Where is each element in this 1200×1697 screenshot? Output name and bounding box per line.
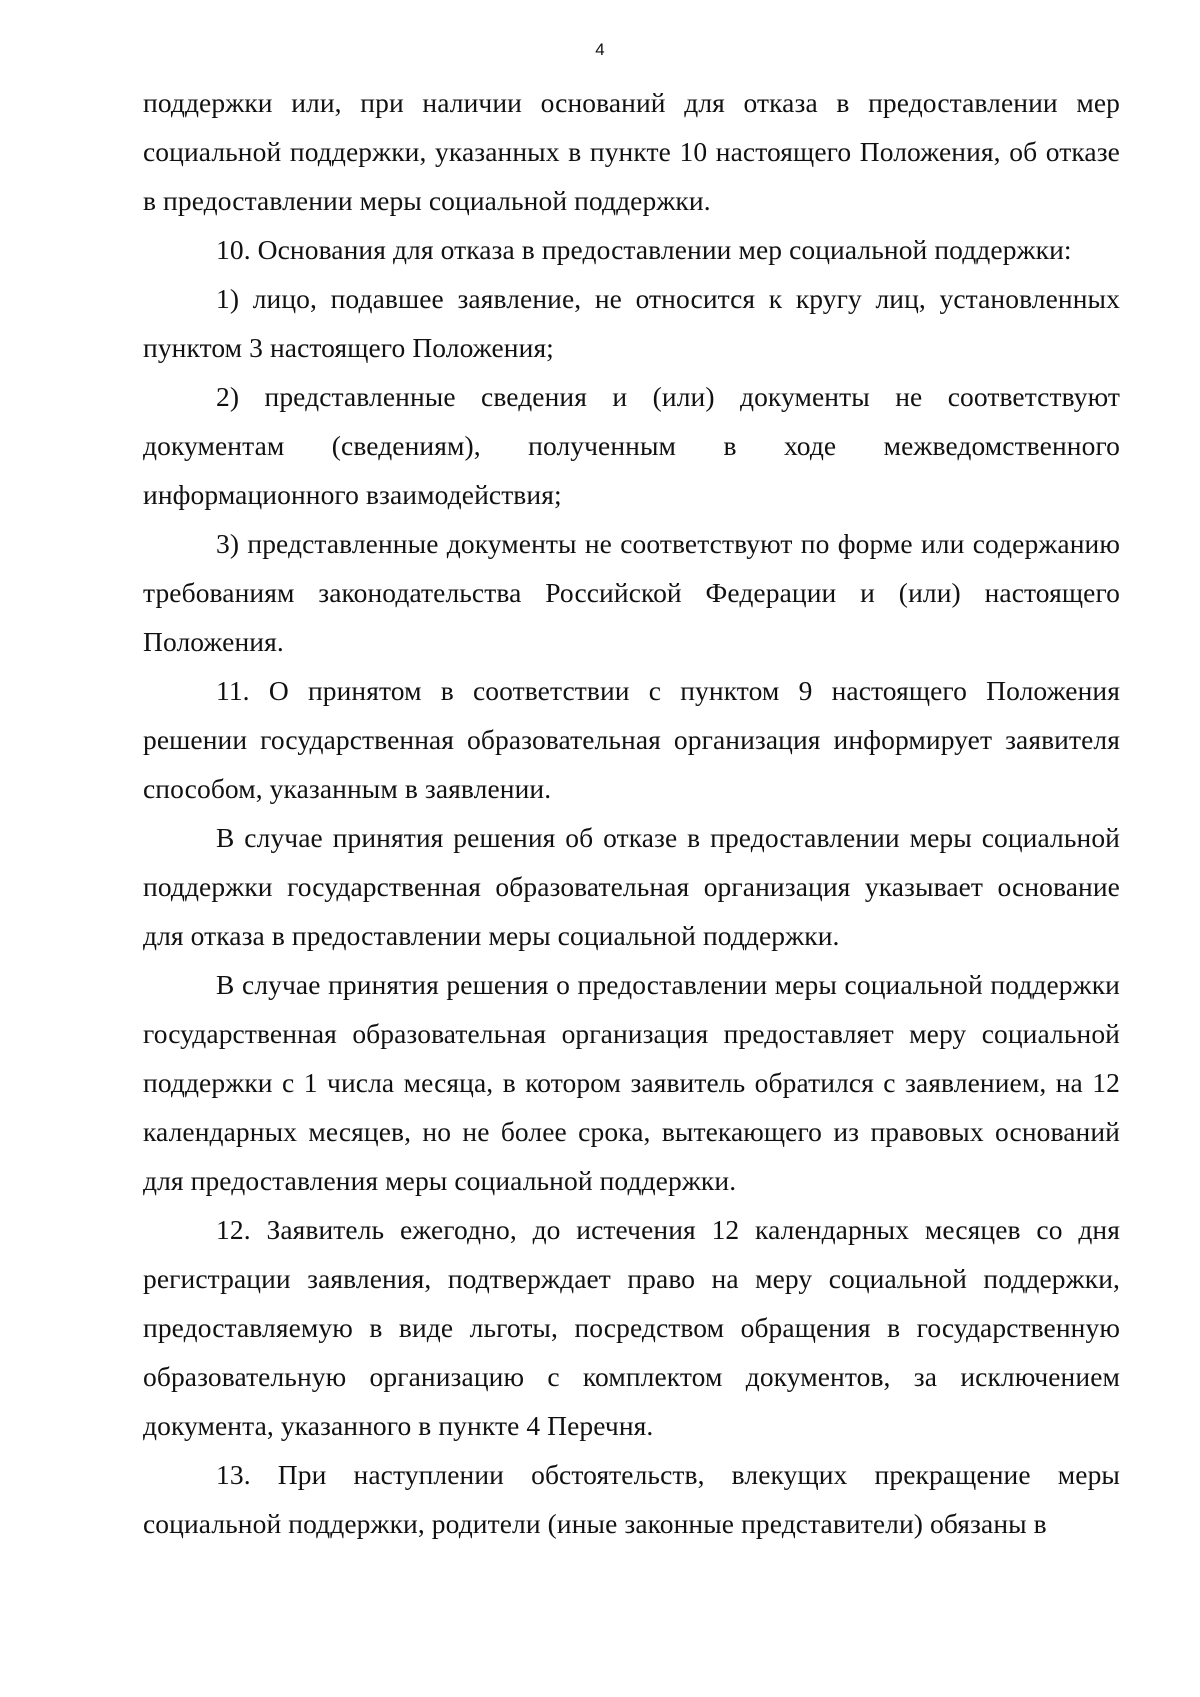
document-body [143, 78, 1120, 1548]
paragraph-clause-13: 13. При наступлении обстоятельств, влекущих прекращение меры социальной поддержки, родители (иные законные представители) обязаны в [143, 1459, 1120, 1539]
paragraph-clause-11-grant: В случае принятия решения о предоставлении меры социальной поддержки государственная образовательная организация предоставляет меру социальной поддержки с 1 числа месяца, в котором заявитель обратился с заявлением, на 12 календарных месяцев, но не более срока, вытекающего из правовых оснований для предоставления меры социальной поддержки. [143, 969, 1120, 1196]
paragraph-continuation: поддержки или, при наличии оснований для отказа в предоставлении мер социальной поддержки, указанных в пункте 10 настоящего Положения, об отказе в предоставлении меры социальной поддержки. [143, 87, 1120, 216]
paragraph-clause-10-item-3: 3) представленные документы не соответствуют по форме или содержанию требованиям законодательства Российской Федерации и (или) настоящего Положения. [143, 528, 1120, 657]
paragraph-clause-10: 10. Основания для отказа в предоставлении мер социальной поддержки: [216, 234, 1072, 265]
paragraph-clause-11: 11. О принятом в соответствии с пунктом 9 настоящего Положения решении государственная образовательная организация информирует заявителя способом, указанным в заявлении. [143, 675, 1120, 804]
page-number: 4 [595, 40, 605, 59]
paragraph-clause-11-refusal: В случае принятия решения об отказе в предоставлении меры социальной поддержки государственная образовательная организация указывает основание для отказа в предоставлении меры социальной поддержки. [143, 822, 1120, 951]
paragraph-clause-10-item-2: 2) представленные сведения и (или) документы не соответствуют документам (сведениям), полученным в ходе межведомственного информационного взаимодействия; [143, 381, 1120, 510]
paragraph-clause-10-item-1: 1) лицо, подавшее заявление, не относится к кругу лиц, установленных пунктом 3 настоящего Положения; [143, 283, 1120, 363]
paragraph-clause-12: 12. Заявитель ежегодно, до истечения 12 календарных месяцев со дня регистрации заявления, подтверждает право на меру социальной поддержки, предоставляемую в виде льготы, посредством обращения в государственную образовательную организацию с комплектом документов, за исключением документа, указанного в пункте 4 Перечня. [143, 1214, 1120, 1441]
